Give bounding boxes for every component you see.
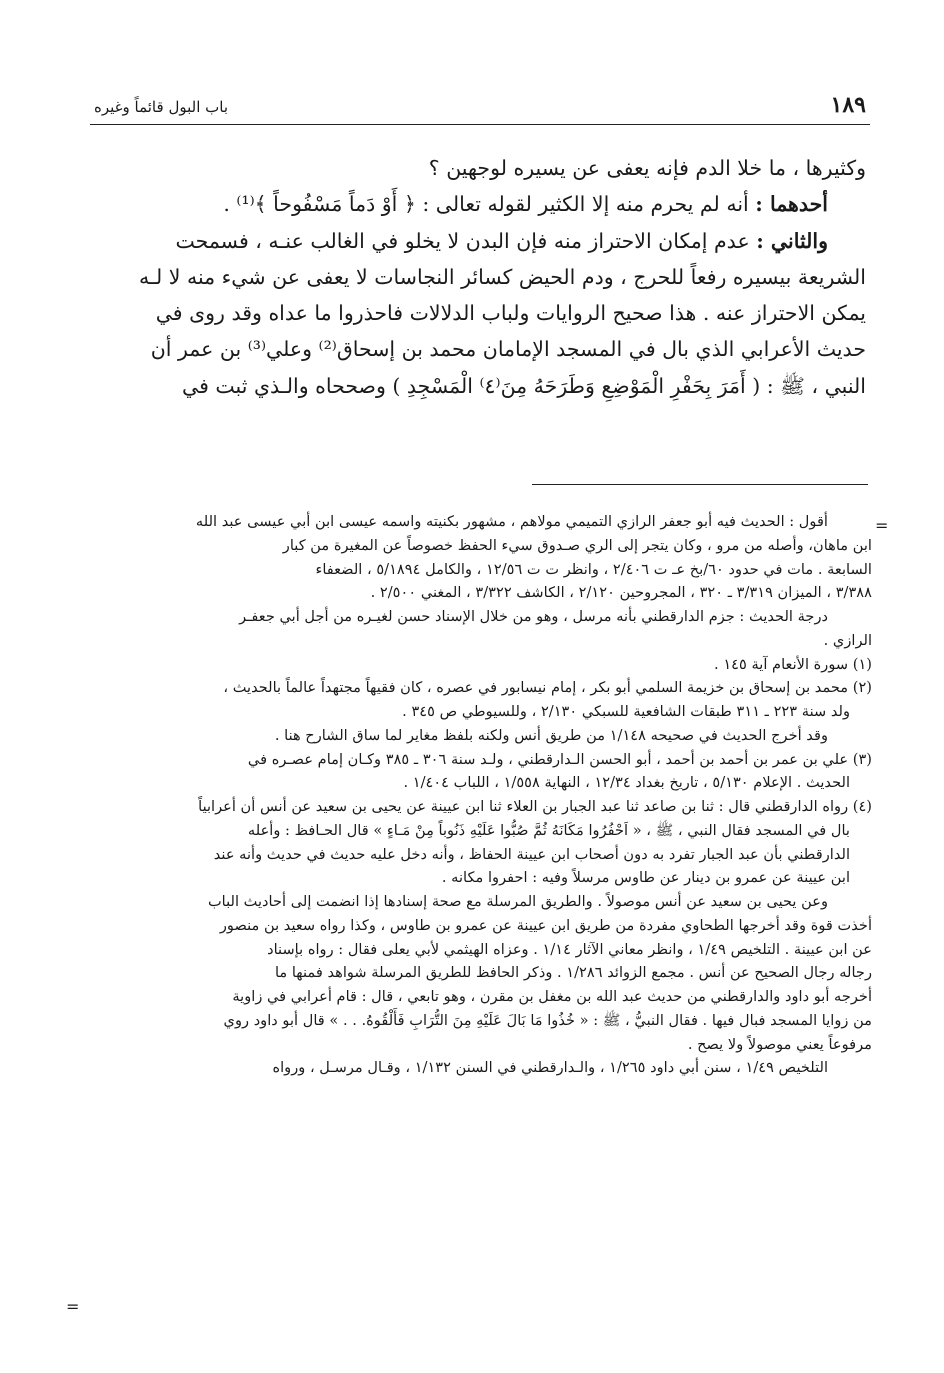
note-line: بال في المسجد فقال النبي ، ﷺ ، « اَحْفُرُوا مَكَانَهُ ثُمَّ صُبُّوا عَلَيْهِ ذَنُوباً مِنْ مَـاءٍ » قال الحـافظ : وأعله <box>247 821 850 839</box>
continuation-mark-bottom: = <box>66 1297 80 1316</box>
main-line-1: وكثيرها ، ما خلا الدم فإنه يعفى عن يسيره لوجهين ؟ <box>428 156 866 180</box>
note-line: ٣/٣٨٨ ، الميزان ٣/٣١٩ ـ ٣٢٠ ، المجروحين ٢/١٢٠ ، الكاشف ٣/٣٢٢ ، المغني ٢/٥٠٠ . <box>370 584 872 602</box>
note-line: أخرجه أبو داود والدارقطني من حديث عبد الله بن مغفل بن مقرن ، وهو تابعي ، قال : قام أعرابي في زاوية <box>232 988 872 1005</box>
page-header <box>90 92 870 122</box>
footnote-2: (٢) محمد بن إسحاق بن خزيمة السلمي أبو بكر ، إمام نيسابور في عصره ، كان فقيهاً مجتهداً عالماً بالحديث ، <box>223 679 872 697</box>
main-line-3: والثاني : عدم إمكان الاحتراز منه فإن البدن لا يخلو في الغالب عنـه ، فسمحت <box>175 228 828 253</box>
main-line-6: حديث الأعرابي الذي بال في المسجد الإمامان محمد بن إسحاق⁽²⁾ وعلي⁽³⁾ بن عمر أن <box>150 337 866 362</box>
note-line: ابن عيينة عن عمرو بن دينار عن طاوس مرسلاً وفيه : احفروا مكانه . <box>441 869 850 887</box>
note-line: عن ابن عيينة . التلخيص ١/٤٩ ، وانظر معاني الآثار ١/١٤ . وعزاه الهيثمي لأبي يعلى فقال : رواه بإسناد <box>267 940 872 958</box>
note-line: ولد سنة ٢٢٣ ـ ٣١١ طبقات الشافعية للسبكي ٢/١٣٠ ، وللسيوطي ص ٣٤٥ . <box>402 703 850 720</box>
note-line: درجة الحديث : جزم الدارقطني بأنه مرسل ، وهو من خلال الإسناد حسن لغيـره من أجل أبي جعفـر <box>239 608 828 625</box>
note-line: الرازي . <box>823 631 872 649</box>
footnotes <box>86 510 872 1080</box>
note-line: ابن ماهان، وأصله من مرو ، وكان يتجر إلى الري صـدوق سيء الحفظ خصوصاً عن المغيرة من كبار <box>282 536 872 554</box>
note-line: وعن يحيى بن سعيد عن أنس موصولاً . والطريق المرسلة مع صحة إسنادها إذا انضمت إلى أحاديث الباب <box>207 893 828 910</box>
note-line: السابعة . مات في حدود ٦٠/بخ عـ ت ٢/٤٠٦ ، وانظر ت ت ١٢/٥٦ ، والكامل ٥/١٨٩٤ ، الضعفاء <box>315 560 872 578</box>
note-line: من زوايا المسجد فبال فيها . فقال النبيُّ ، ﷺ : « خُذُوا مَا بَالَ عَلَيْهِ مِنَ التُّرَابِ فَأَلْقُوهُ. . . » قال أبو داود روي <box>223 1011 872 1029</box>
note-line: مرفوعاً يعني موصولاً ولا يصح . <box>687 1035 872 1053</box>
footnote-separator <box>532 484 868 485</box>
main-line-5: يمكن الاحتراز عنه . هذا صحيح الروايات ولباب الدلالات فاحذروا ما عداه وقد روى في <box>155 301 866 326</box>
main-line-4: الشريعة بيسيره رفعاً للحرج ، ودم الحيض كسائر النجاسات لا يعفى عن شيء منه لا لـه <box>139 264 866 289</box>
footnote-3: (٣) علي بن عمر بن أحمد بن أحمد ، أبو الحسن الـدارقطني ، ولـد سنة ٣٠٦ ـ ٣٨٥ وكـان إمام عصـره في <box>247 750 872 768</box>
note-line: التلخيص ١/٤٩ ، سنن أبي داود ١/٢٦٥ ، والـدارقطني في السنن ١/١٣٢ ، وقـال مرسـل ، ورواه <box>272 1059 828 1077</box>
note-line: الدارقطني بأن عبد الجبار تفرد به دون أصحاب ابن عيينة الحفاظ ، وأنه دخل عليه حديث في حديث وأنه عند <box>213 845 850 863</box>
note-line: وقد أخرج الحديث في صحيحه ١/١٤٨ من طريق أنس ولكنه بلفظ مغاير لما ساق الشارح هنا . <box>274 726 828 744</box>
main-line-7: النبي ، ﷺ : ( أَمَرَ بِحَفْرِ الْمَوْضِعِ وَطَرَحَهُ مِنَ⁽٤⁾ الْمَسْجِدِ ) وصححاه والـذي ثبت في <box>182 373 866 398</box>
page-number: ١٨٩ <box>830 92 866 118</box>
note-line: أقول : الحديث فيه أبو جعفر الرازي التميمي مولاهم ، مشهور بكنيته واسمه عيسى ابن أبي عيسى عبد الله <box>195 513 828 530</box>
main-line-2: أحدهما : أنه لم يحرم منه إلا الكثير لقوله تعالى : ﴿ أَوْ دَماً مَسْفُوحاً ﴾⁽¹⁾ . <box>223 192 828 217</box>
running-title: باب البول قائماً وغيره <box>94 98 228 116</box>
footnote-1: (١) سورة الأنعام آية ١٤٥ . <box>714 655 872 673</box>
note-line: رجاله رجال الصحيح عن أنس . مجمع الزوائد ١/٢٨٦ . وذكر الحافظ للطريق المرسلة شواهد فمنها ما <box>274 964 872 982</box>
second-label: والثاني : <box>756 228 828 253</box>
main-text <box>80 150 866 404</box>
first-label: أحدهما : <box>755 192 828 217</box>
header-rule <box>90 124 870 125</box>
note-line: الحديث . الإعلام ٥/١٣٠ ، تاريخ بغداد ١٢/٣٤ ، النهاية ١/٥٥٨ ، اللباب ١/٤٠٤ . <box>403 774 850 792</box>
continuation-mark-top: = <box>875 516 889 535</box>
footnote-4: (٤) رواه الدارقطني قال : ثنا بن صاعد ثنا عبد الجبار بن العلاء ثنا ابن عيينة عن يحيى بن سعيد عن أنس أن أعرابياً <box>198 798 872 815</box>
note-line: أخذت قوة وقد أخرجها الطحاوي مفردة من طريق ابن عيينة عن عمرو بن طاوس ، وكذا رواه سعيد بن منصور <box>219 916 872 934</box>
